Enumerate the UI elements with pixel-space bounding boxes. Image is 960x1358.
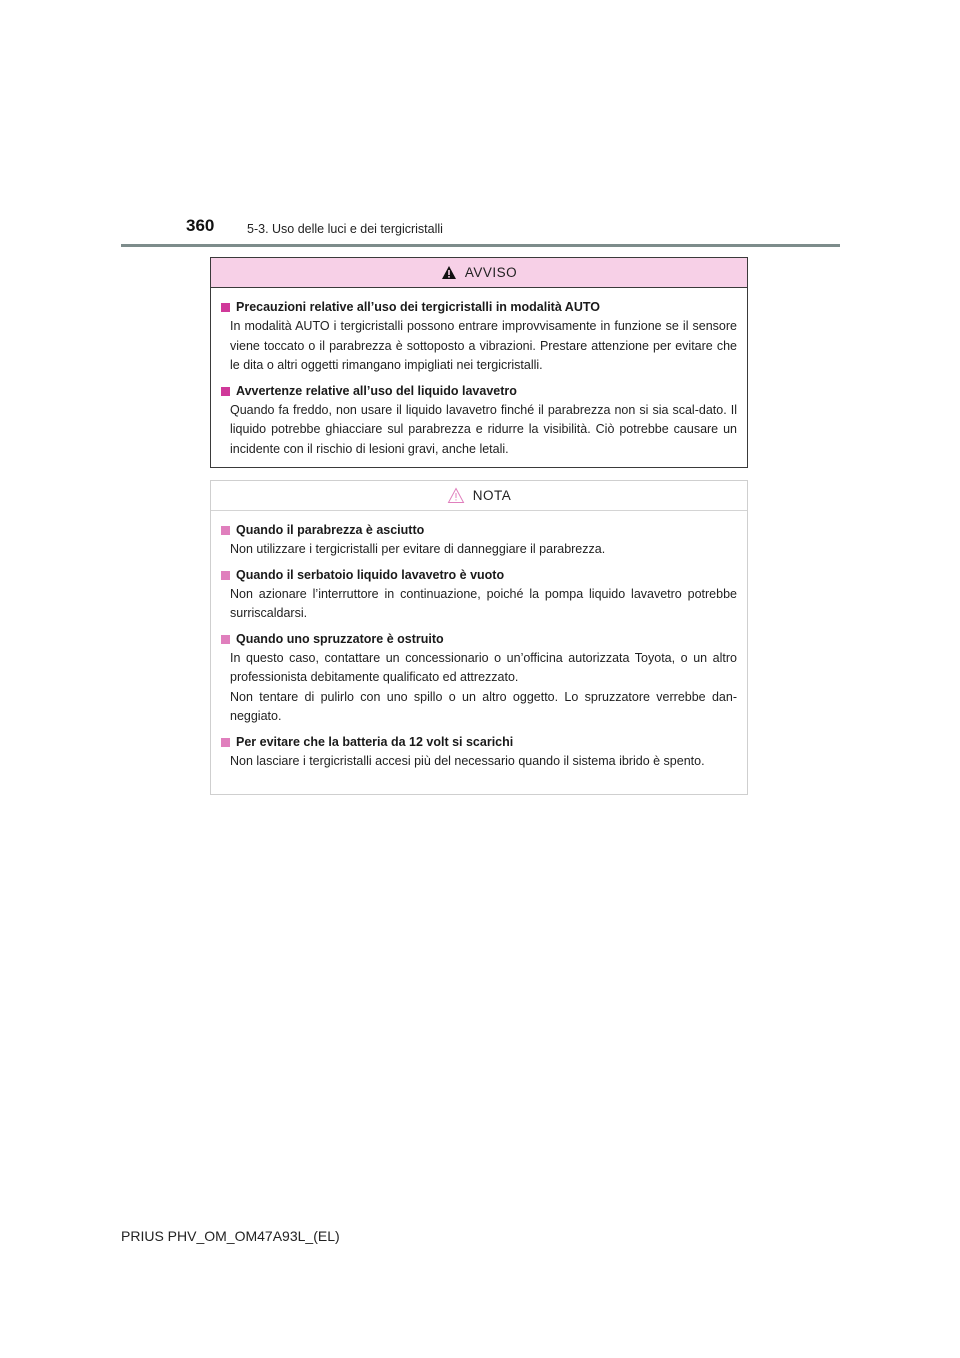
- square-bullet-icon: [221, 635, 230, 644]
- warning-item-title-text: Avvertenze relative all’uso del liquido lavavetro: [236, 383, 517, 398]
- warning-item-title: [221, 382, 737, 401]
- warning-item-text: [221, 401, 737, 460]
- note-item-text: [221, 752, 737, 772]
- warning-body: [211, 288, 747, 459]
- note-item-title-text: Quando il serbatoio liquido lavavetro è vuoto: [236, 567, 505, 582]
- warning-item: [221, 298, 737, 376]
- warning-item-paragraph: Quando fa freddo, non usare il liquido lavavetro finché il parabrezza non si sia scal-dato. Il liquido potrebbe ghiacciare sul parabrezza e ridurre la visibilità. Ciò potrebbe causare un incidente con il rischio di lesioni gravi, anche letali.: [230, 402, 737, 456]
- square-bullet-icon: [221, 738, 230, 747]
- warning-item-text: [221, 317, 737, 376]
- note-item-paragraph: Non azionare l’interruttore in continuazione, poiché la pompa liquido lavavetro potrebbe surriscaldarsi.: [230, 586, 737, 620]
- header-rule: [121, 244, 840, 247]
- note-item-title-text: Quando il parabrezza è asciutto: [236, 523, 425, 537]
- warning-label: AVVISO: [464, 265, 518, 280]
- square-bullet-icon: [221, 526, 230, 535]
- note-item-text: [221, 540, 737, 560]
- note-item-title: [221, 630, 737, 649]
- note-item-title-text: Quando uno spruzzatore è ostruito: [236, 631, 444, 646]
- note-item: [221, 733, 737, 772]
- note-item-title: [221, 733, 737, 752]
- square-bullet-icon: [221, 387, 230, 396]
- note-item: [221, 566, 737, 624]
- section-title: 5-3. Uso delle luci e dei tergicristalli: [247, 222, 443, 236]
- note-header: [211, 481, 747, 511]
- note-item-paragraph: In questo caso, contattare un concessionario o un’officina autorizzata Toyota, o un altro professionista debitamente qualificato ed attrezzato.: [230, 650, 737, 684]
- warning-item: [221, 382, 737, 460]
- note-item-paragraph: Non tentare di pulirlo con uno spillo o un altro oggetto. Lo spruzzatore verrebbe dan-neggiato.: [230, 689, 737, 723]
- note-box: [210, 480, 748, 795]
- note-item-paragraph: Non lasciare i tergicristalli accesi più del necessario quando il sistema ibrido è spento.: [230, 753, 705, 768]
- caution-triangle-outline-icon: [447, 487, 465, 504]
- page-number: 360: [186, 216, 215, 235]
- note-item-title-text: Per evitare che la batteria da 12 volt si scarichi: [236, 734, 514, 749]
- note-item-title: [221, 521, 737, 540]
- document-code: PRIUS PHV_OM_OM47A93L_(EL): [121, 1228, 340, 1244]
- warning-box: [210, 257, 748, 468]
- square-bullet-icon: [221, 303, 230, 312]
- warning-triangle-icon: [441, 265, 457, 280]
- note-label: NOTA: [472, 488, 512, 503]
- square-bullet-icon: [221, 571, 230, 580]
- note-body: [211, 511, 747, 771]
- warning-item-paragraph: In modalità AUTO i tergicristalli possono entrare improvvisamente in funzione se il sensore viene toccato o il parabrezza è sottoposto a vibrazioni. Prestare attenzione per evitare che le dita o altri oggetti rimangano impigliati nei tergicristalli.: [230, 319, 737, 372]
- warning-item-title-text: Precauzioni relative all’uso dei tergicristalli in modalità AUTO: [236, 300, 600, 314]
- note-item-text: [221, 585, 737, 624]
- note-item-title: [221, 566, 737, 585]
- note-item-paragraph: Non utilizzare i tergicristalli per evitare di danneggiare il parabrezza.: [230, 542, 606, 556]
- note-item-text: [221, 649, 737, 727]
- note-item: [221, 630, 737, 727]
- note-item: [221, 521, 737, 560]
- warning-header: [211, 258, 747, 288]
- warning-item-title: [221, 298, 737, 317]
